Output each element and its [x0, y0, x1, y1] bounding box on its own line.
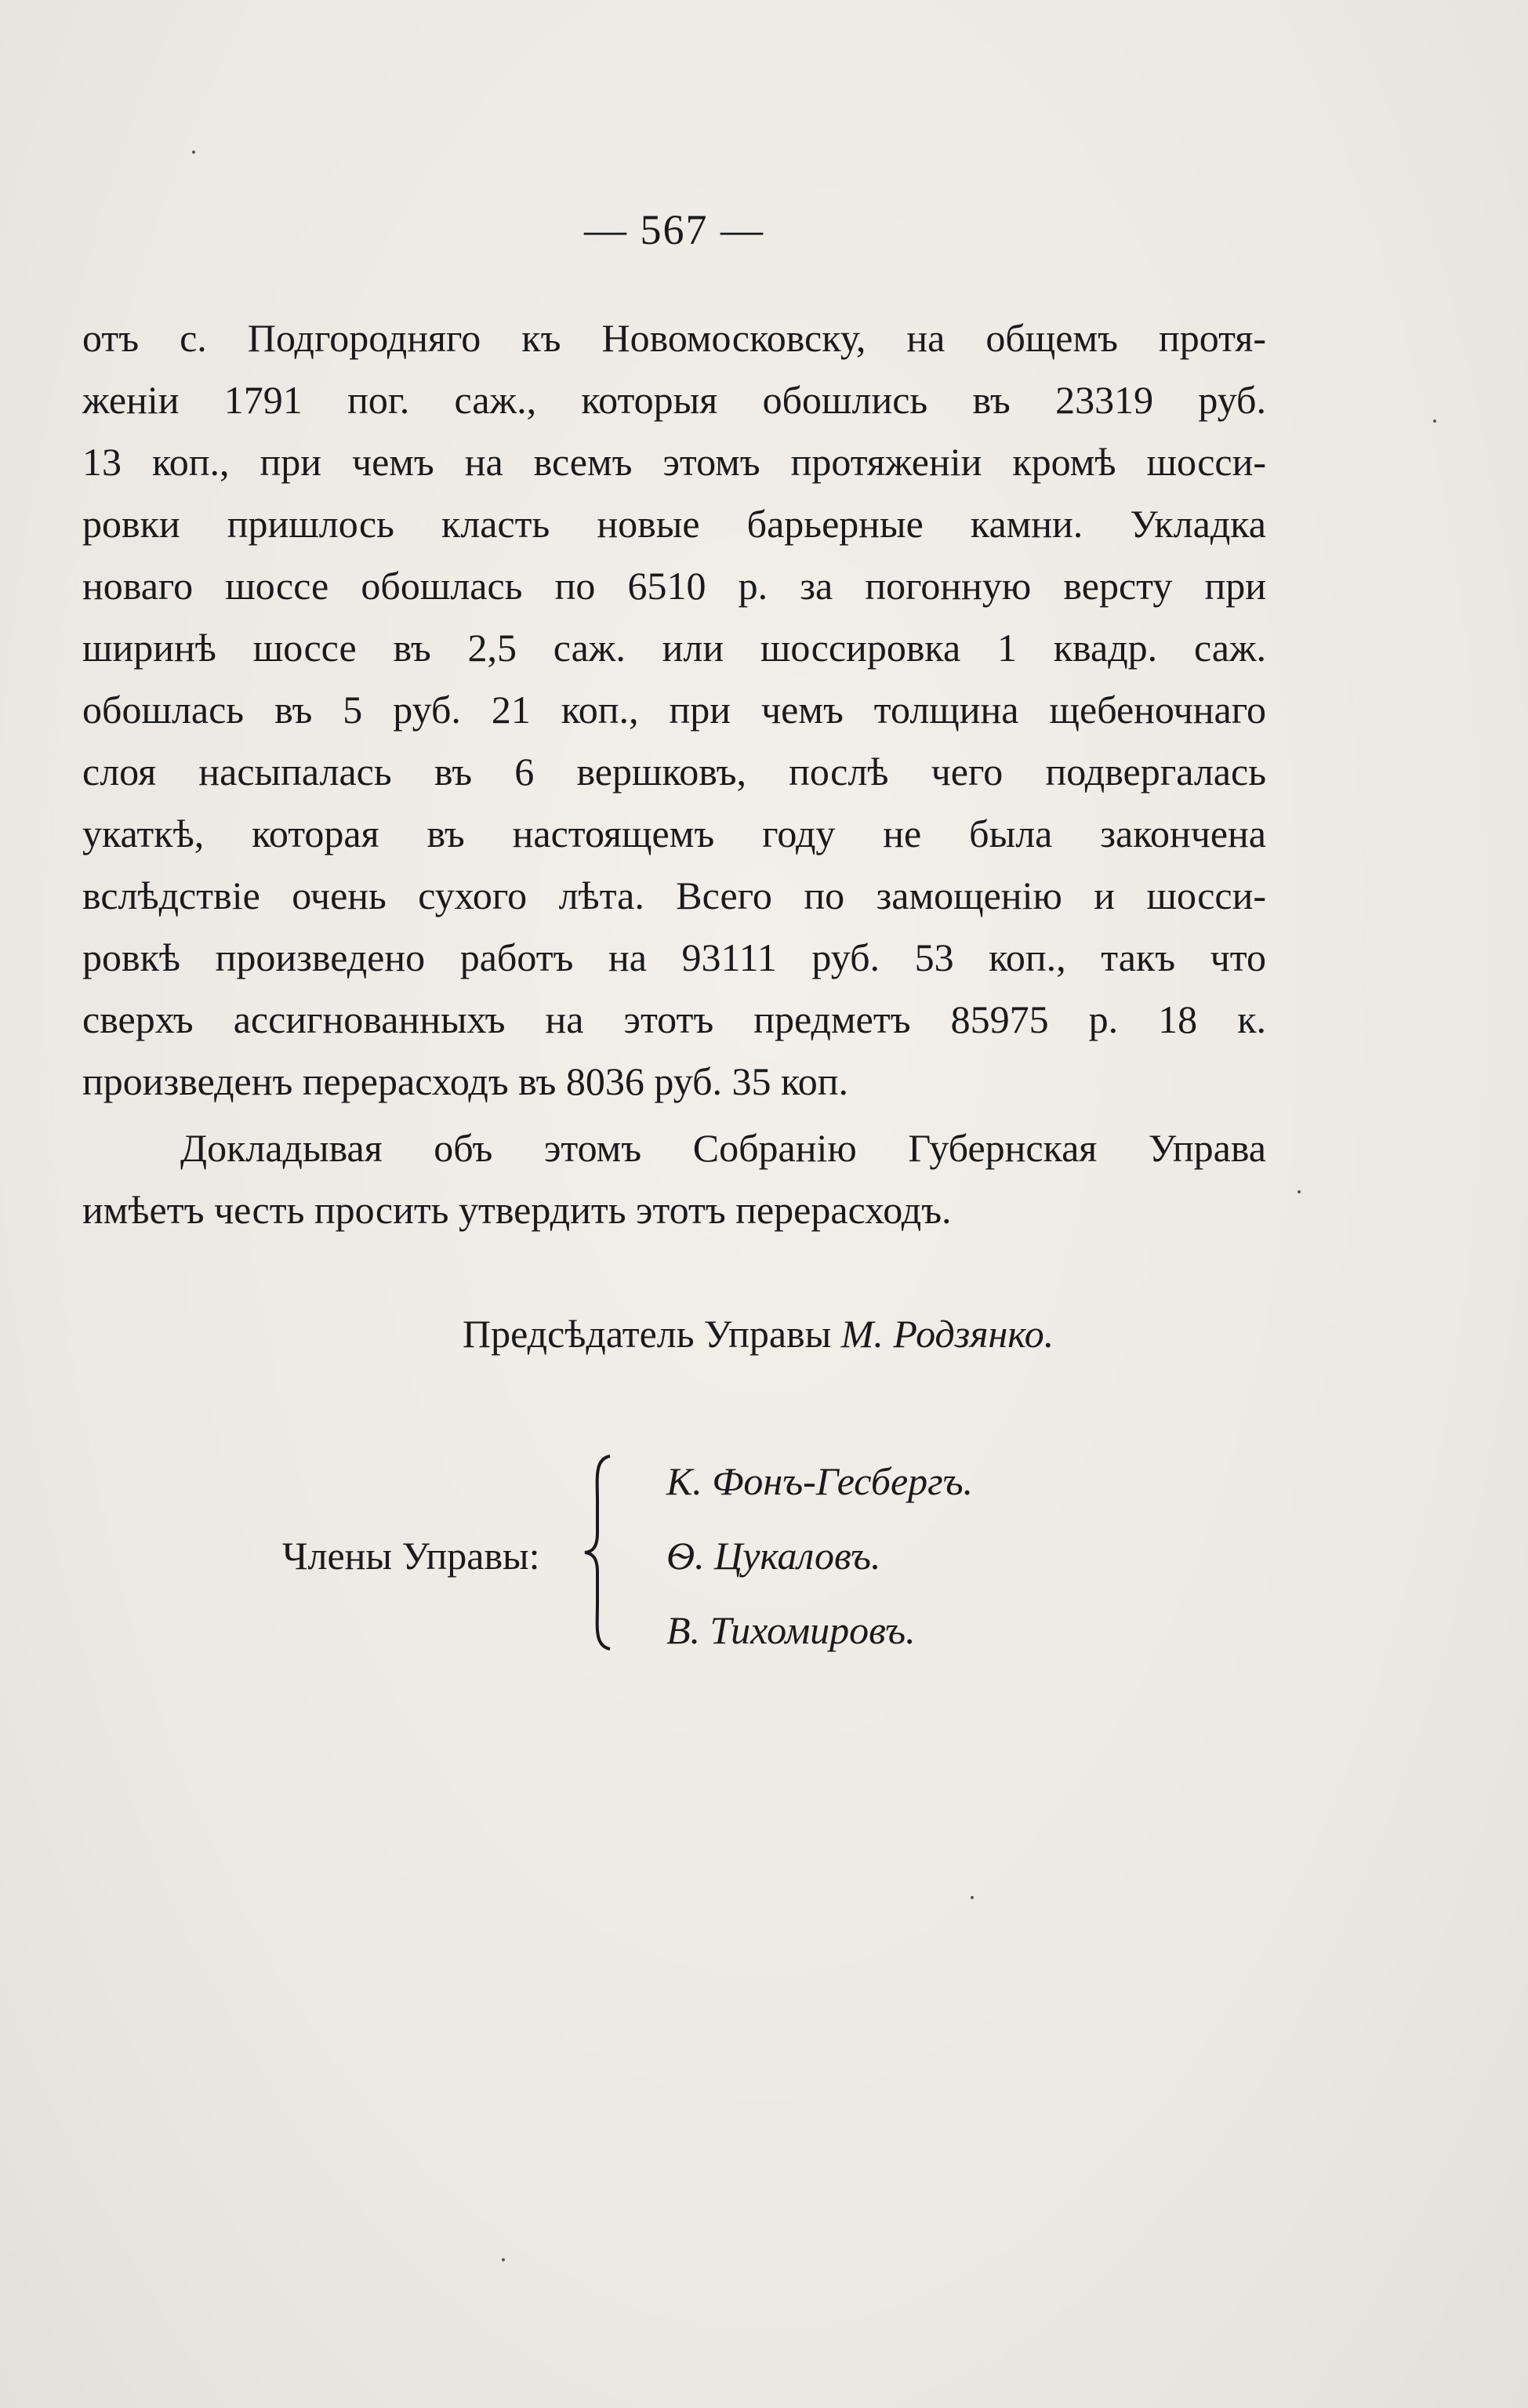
paragraph-2	[82, 1117, 1266, 1241]
member-name: К. Фонъ-Гесбергъ.	[666, 1459, 974, 1503]
paragraph-1	[82, 307, 1266, 1113]
page-number: — 567 —	[584, 206, 764, 253]
board-members-block	[282, 1455, 1066, 1674]
paper-speck	[192, 151, 195, 154]
text-line: имѣетъ честь просить утвердить этотъ перерасходъ.	[82, 1188, 952, 1232]
text-line: произведенъ перерасходъ въ 8036 руб. 35 коп.	[82, 1059, 849, 1103]
text-line: обошлась въ 5 руб. 21 коп., при чемъ толщина щебеночнаго	[82, 688, 1266, 732]
paper-speck	[1433, 419, 1436, 423]
text-line: женіи 1791 пог. саж., которыя обошлись въ 23319 руб.	[82, 378, 1266, 422]
text-line: ширинѣ шоссе въ 2,5 саж. или шоссировка 1 квадр. саж.	[82, 626, 1266, 670]
text-line: сверхъ ассигнованныхъ на этотъ предметъ 85975 р. 18 к.	[82, 997, 1266, 1041]
member-name: В. Тихомировъ.	[666, 1608, 916, 1652]
members-label: Члены Управы:	[282, 1534, 540, 1578]
text-line: Докладывая объ этомъ Собранію Губернская Управа	[180, 1126, 1266, 1170]
text-line: ровкѣ произведено работъ на 93111 руб. 53 коп., такъ что	[82, 935, 1266, 979]
text-line: слоя насыпалась въ 6 вершковъ, послѣ чего подвергалась	[82, 750, 1266, 794]
chairman-signature	[463, 1311, 1054, 1357]
curly-brace-icon	[580, 1455, 619, 1651]
paper-speck	[971, 1896, 974, 1899]
paper-speck	[1298, 1190, 1301, 1193]
text-line: вслѣдствіе очень сухого лѣта. Всего по замощенію и шосси-	[82, 873, 1266, 917]
text-line: ровки пришлось класть новые барьерные камни. Укладка	[82, 502, 1266, 546]
text-line: 13 коп., при чемъ на всемъ этомъ протяженіи кромѣ шосси-	[82, 440, 1266, 484]
body-text	[82, 307, 1266, 1241]
chairman-name: М. Родзянко.	[840, 1312, 1054, 1356]
member-name: Ѳ. Цукаловъ.	[666, 1534, 881, 1578]
paper-speck	[502, 2258, 505, 2261]
chairman-title: Предсѣдатель Управы	[463, 1312, 832, 1356]
text-line: новаго шоссе обошлась по 6510 р. за погонную версту при	[82, 564, 1266, 608]
text-line: укаткѣ, которая въ настоящемъ году не была закончена	[82, 812, 1266, 855]
text-line: отъ с. Подгородняго къ Новомосковску, на общемъ протя-	[82, 316, 1266, 360]
